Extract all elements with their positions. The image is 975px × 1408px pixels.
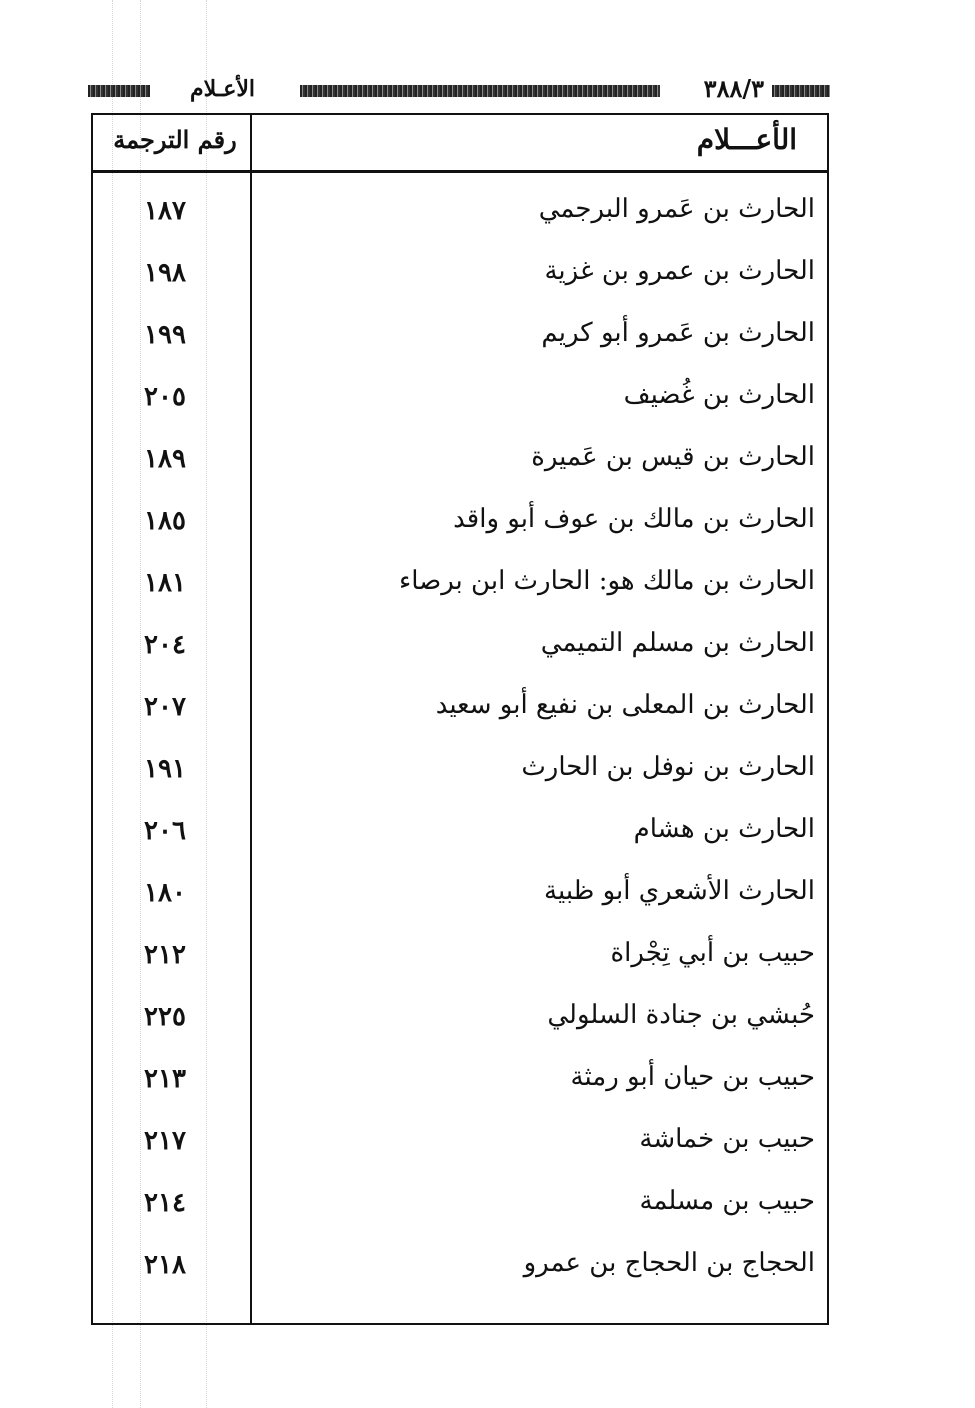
table-row — [93, 241, 827, 303]
page-number: ٣٨٨/٣ — [703, 74, 764, 103]
person-name: الحجاج بن الحجاج بن عمرو — [523, 1248, 815, 1278]
table-row — [93, 675, 827, 737]
table-row — [93, 613, 827, 675]
person-name: الحارث بن مالك هو: الحارث ابن برصاء — [398, 566, 815, 596]
biography-number: ٢٠٧ — [144, 692, 186, 722]
biography-number: ٢١٧ — [144, 1126, 186, 1156]
biography-number: ٢٠٥ — [144, 382, 186, 412]
person-name: الحارث بن نوفل بن الحارث — [521, 752, 815, 782]
biography-number: ٢٠٤ — [144, 630, 186, 660]
biography-number: ١٩١ — [144, 754, 186, 784]
person-name: الحارث بن المعلى بن نفيع أبو سعيد — [435, 690, 815, 720]
person-name: الحارث بن عَمرو البرجمي — [538, 194, 815, 224]
header-ornament-bar — [300, 85, 660, 97]
biography-number: ٢١٤ — [144, 1188, 186, 1218]
person-name: الحارث بن قيس بن عَميرة — [531, 442, 815, 472]
table-row — [93, 1047, 827, 1109]
biography-number: ٢٢٥ — [144, 1002, 186, 1032]
header-ornament-bar — [88, 85, 150, 97]
table-row — [93, 799, 827, 861]
biography-number: ٢١٨ — [144, 1250, 186, 1280]
table-row — [93, 365, 827, 427]
person-name: الحارث بن عَمرو أبو كريم — [541, 318, 815, 348]
person-name: الحارث بن غُضيف — [623, 380, 815, 410]
biography-number: ١٨٠ — [144, 878, 186, 908]
table-row — [93, 489, 827, 551]
biography-number: ١٨١ — [144, 568, 186, 598]
table-row — [93, 1233, 827, 1295]
person-name: حبيب بن حيان أبو رمثة — [570, 1062, 815, 1092]
table-row — [93, 179, 827, 241]
person-name: الحارث بن عمرو بن غزية — [544, 256, 815, 286]
biography-number: ٢١٢ — [144, 940, 186, 970]
table-row — [93, 737, 827, 799]
person-name: الحارث بن هشام — [633, 814, 815, 844]
person-name: الحارث بن مالك بن عوف أبو واقد — [453, 504, 815, 534]
names-column-header: الأعـــلام — [696, 123, 797, 156]
person-name: الحارث بن مسلم التميمي — [540, 628, 815, 658]
page-header — [80, 72, 830, 108]
table-row — [93, 923, 827, 985]
person-name: حبيب بن مسلمة — [639, 1186, 815, 1216]
biography-number: ٢١٣ — [144, 1064, 186, 1094]
index-table — [91, 113, 829, 1325]
table-row — [93, 551, 827, 613]
running-title: الأعـلام — [190, 76, 255, 102]
biography-number: ١٨٧ — [144, 196, 186, 226]
person-name: حُبشي بن جنادة السلولي — [547, 1000, 815, 1030]
person-name: حبيب بن أبي تِجْراة — [610, 938, 815, 968]
person-name: حبيب بن خماشة — [639, 1124, 815, 1154]
table-row — [93, 303, 827, 365]
biography-number: ٢٠٦ — [144, 816, 186, 846]
biography-number: ١٩٨ — [144, 258, 186, 288]
table-row — [93, 1171, 827, 1233]
person-name: الحارث الأشعري أبو ظبية — [544, 876, 815, 906]
header-rule — [93, 170, 827, 173]
table-row — [93, 1109, 827, 1171]
number-column-header: رقم الترجمة — [113, 125, 237, 154]
biography-number: ١٨٥ — [144, 506, 186, 536]
table-row — [93, 985, 827, 1047]
table-row — [93, 427, 827, 489]
biography-number: ١٩٩ — [144, 320, 186, 350]
table-row — [93, 861, 827, 923]
header-ornament-bar — [772, 85, 830, 97]
index-rows — [93, 179, 827, 1295]
biography-number: ١٨٩ — [144, 444, 186, 474]
